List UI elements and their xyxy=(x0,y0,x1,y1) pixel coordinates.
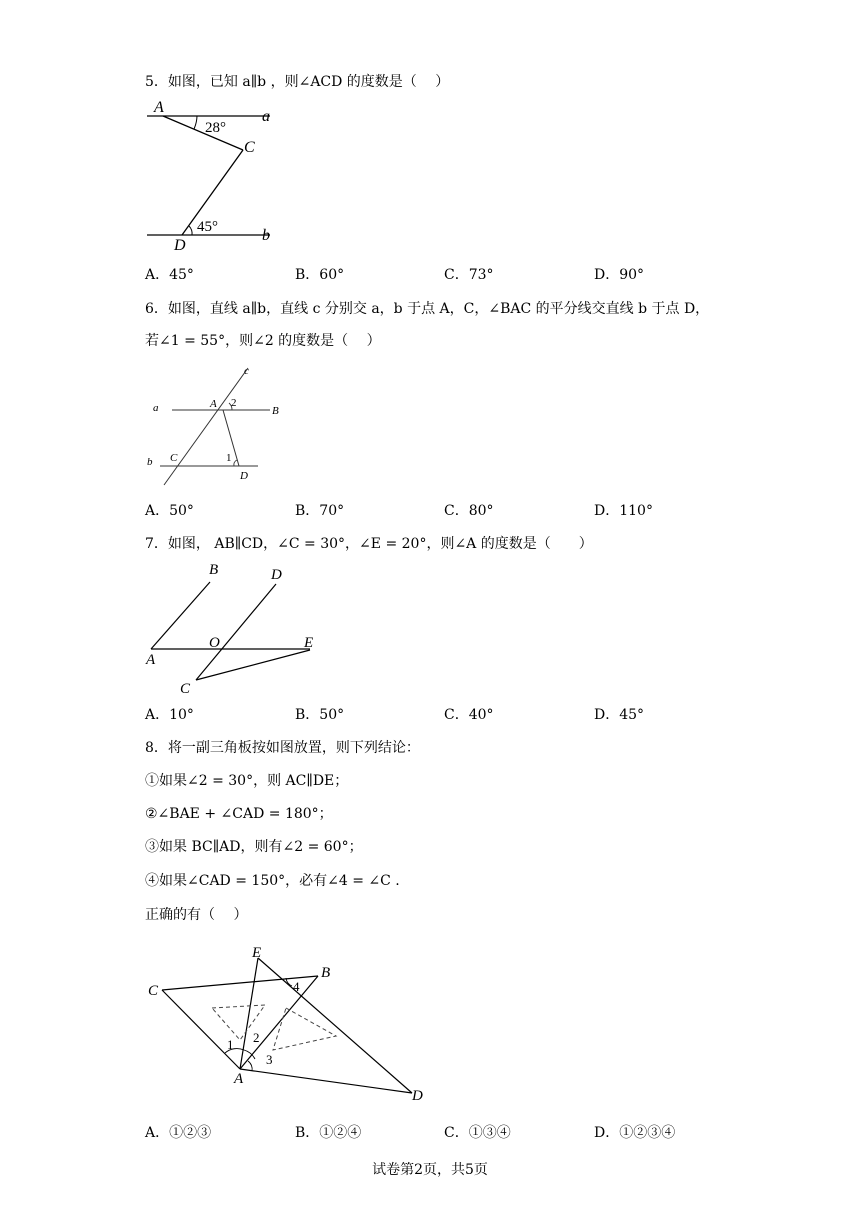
q5-stem: 5．如图，已知 a∥b ，则∠ACD 的度数是（ ） xyxy=(145,74,450,90)
q5-figure xyxy=(140,98,290,253)
q6-angle-2: 2 xyxy=(231,397,237,409)
q5-option-b[interactable]: B．60° xyxy=(295,267,345,283)
q8-statement-3: ③如果 BC∥AD，则有∠2 = 60°； xyxy=(145,839,363,855)
q7-label-O: O xyxy=(209,635,220,651)
q8-option-b[interactable]: B．①②④ xyxy=(295,1125,362,1141)
q6-label-b: b xyxy=(147,456,153,468)
q8-stem: 8．将一副三角板按如图放置，则下列结论： xyxy=(145,740,420,756)
q6-option-a[interactable]: A．50° xyxy=(145,503,194,519)
q7-label-A: A xyxy=(146,652,156,668)
q5-label-C: C xyxy=(244,139,255,156)
q7-label-C: C xyxy=(180,681,191,697)
q8-label-A: A xyxy=(234,1071,244,1087)
q6-figure xyxy=(140,360,290,490)
q8-angle-1: 1 xyxy=(227,1037,234,1052)
q8-label-D: D xyxy=(412,1088,423,1104)
q6-option-c[interactable]: C．80° xyxy=(444,503,494,519)
q7-label-D: D xyxy=(271,567,282,583)
q5-option-c[interactable]: C．73° xyxy=(444,267,494,283)
q6-stem-line1: 6．如图，直线 a∥b，直线 c 分别交 a，b 于点 A，C，∠BAC 的平分线交直线 b 于点 D， xyxy=(145,301,710,317)
q7-option-c[interactable]: C．40° xyxy=(444,707,494,723)
q5-angle-45: 45° xyxy=(197,219,218,235)
q5-label-a: a xyxy=(262,108,270,125)
q5-label-D: D xyxy=(174,237,186,253)
q8-figure xyxy=(140,938,440,1108)
q6-label-C: C xyxy=(170,452,178,464)
q6-stem-line2: 若∠1 = 55°，则∠2 的度数是（ ） xyxy=(145,333,381,349)
q6-label-A: A xyxy=(210,398,217,410)
q5-option-a[interactable]: A．45° xyxy=(145,267,194,283)
q8-option-d[interactable]: D．①②③④ xyxy=(594,1125,676,1141)
q8-option-a[interactable]: A．①②③ xyxy=(145,1125,212,1141)
q8-label-E: E xyxy=(252,945,262,961)
q8-prompt: 正确的有（ ） xyxy=(145,907,248,923)
q6-label-D: D xyxy=(240,470,248,482)
q8-statement-4: ④如果∠CAD = 150°，必有∠4 = ∠C . xyxy=(145,873,400,889)
q6-label-a: a xyxy=(153,402,159,414)
q8-label-B: B xyxy=(321,965,331,981)
q7-figure xyxy=(140,560,330,700)
q8-angle-4: 4 xyxy=(293,979,300,994)
q8-angle-2: 2 xyxy=(253,1030,260,1045)
q7-label-E: E xyxy=(304,635,314,651)
q6-label-B: B xyxy=(272,405,279,417)
q5-label-A: A xyxy=(154,99,164,116)
q8-option-c[interactable]: C．①③④ xyxy=(444,1125,511,1141)
q8-angle-3: 3 xyxy=(266,1052,273,1067)
q6-angle-1: 1 xyxy=(226,452,232,464)
q7-option-d[interactable]: D．45° xyxy=(594,707,645,723)
q8-statement-1: ①如果∠2 = 30°，则 AC∥DE； xyxy=(145,773,349,789)
q5-label-b: b xyxy=(262,227,270,244)
q7-option-b[interactable]: B．50° xyxy=(295,707,345,723)
q7-label-B: B xyxy=(209,562,219,578)
q7-option-a[interactable]: A．10° xyxy=(145,707,194,723)
q6-label-c: c xyxy=(244,365,249,377)
q6-option-b[interactable]: B．70° xyxy=(295,503,345,519)
q5-angle-28: 28° xyxy=(205,120,226,136)
q5-option-d[interactable]: D．90° xyxy=(594,267,645,283)
q7-stem: 7．如图， AB∥CD，∠C = 30°，∠E = 20°，则∠A 的度数是（ ） xyxy=(145,536,593,552)
q6-option-d[interactable]: D．110° xyxy=(594,503,653,519)
q8-statement-2: ②∠BAE + ∠CAD = 180°； xyxy=(145,806,333,822)
page-footer: 试卷第2页，共5页 xyxy=(372,1162,488,1178)
q8-label-C: C xyxy=(148,983,159,999)
